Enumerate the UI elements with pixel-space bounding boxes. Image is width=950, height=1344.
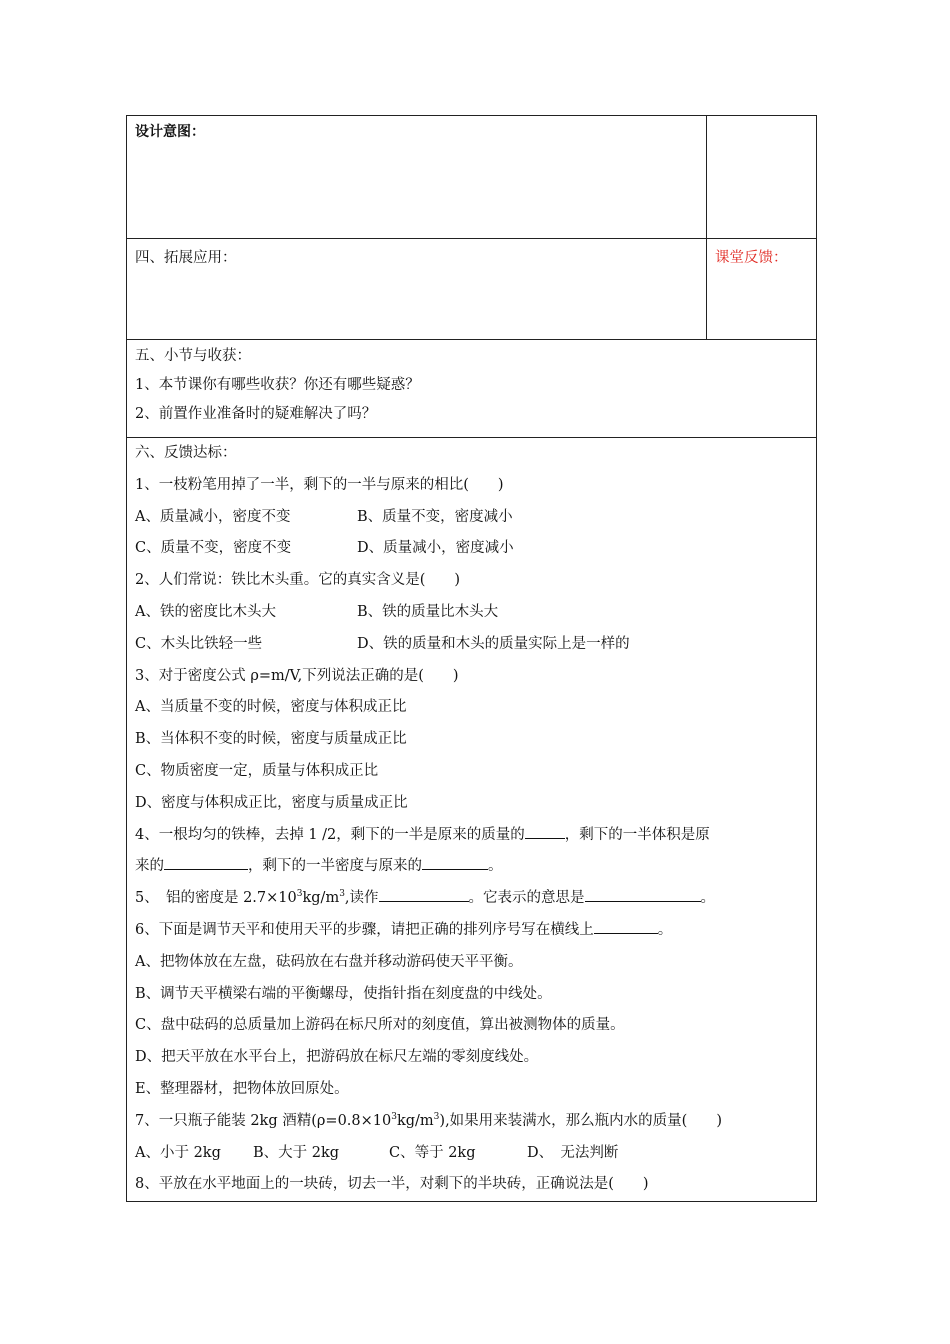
q7-sup-2: 3 <box>433 1111 440 1122</box>
q2-stem: 2、人们常说：铁比木头重。它的真实含义是( ) <box>135 572 461 589</box>
q3-option-d: D、密度与体积成正比，密度与质量成正比 <box>135 794 408 811</box>
q7-text-2: kg/m <box>396 1112 434 1129</box>
design-intent-row <box>127 116 817 239</box>
q4-text-3: 来的 <box>135 858 164 875</box>
q3-stem: 3、对于密度公式 ρ=m/V,下列说法正确的是( ) <box>135 667 459 684</box>
q8-stem: 8、平放在水平地面上的一块砖，切去一半，对剩下的半块砖，正确说法是( ) <box>135 1176 649 1193</box>
q4-text-2: ，剩下的一半体积是原 <box>564 826 710 843</box>
q3-option-a: A、当质量不变的时候，密度与体积成正比 <box>135 699 407 716</box>
q6-stem-line <box>135 915 808 947</box>
summary-title: 五、小节与收获： <box>135 348 251 364</box>
q5-sup-1: 3 <box>296 889 303 900</box>
q1-options-row1 <box>135 502 808 534</box>
q2-option-a: A、铁的密度比木头大 <box>135 603 276 620</box>
q6-stem: 6、下面是调节天平和使用天平的步骤，请把正确的排列序号写在横线上 <box>135 921 594 938</box>
q6-step-e: E、整理器材，把物体放回原处。 <box>135 1080 349 1097</box>
q6-step-a: A、把物体放在左盘，砝码放在右盘并移动游码使天平平衡。 <box>135 953 523 970</box>
summary-row <box>127 340 817 438</box>
summary-item-1: 1、本节课你有哪些收获？你还有哪些疑惑？ <box>135 377 420 393</box>
q3-option-b: B、当体积不变的时候，密度与质量成正比 <box>135 731 407 748</box>
q2-option-d: D、铁的质量和木头的质量实际上是一样的 <box>357 635 630 652</box>
q4-blank-2[interactable] <box>164 854 248 870</box>
q1-stem: 1、一枝粉笔用掉了一半，剩下的一半与原来的相比( ) <box>135 476 504 493</box>
q5-text-3: ,读作 <box>344 890 379 907</box>
q7-option-a: A、小于 2kg <box>135 1144 221 1161</box>
feedback-title: 六、反馈达标： <box>135 445 237 461</box>
q2-options-row2 <box>135 629 808 661</box>
q6-step-b: B、调节天平横梁右端的平衡螺母，使指针指在刻度盘的中线处。 <box>135 985 552 1002</box>
design-intent-cell <box>127 116 707 239</box>
feedback-row <box>127 438 817 1202</box>
expansion-title: 四、拓展应用： <box>135 250 237 266</box>
q5-sup-2: 3 <box>339 889 345 900</box>
q4-blank-3[interactable] <box>422 854 488 870</box>
q5-blank-2[interactable] <box>585 886 701 902</box>
q1-option-c: C、质量不变，密度不变 <box>135 540 292 557</box>
q6-step-c: C、盘中砝码的总质量加上游码在标尺所对的刻度值，算出被测物体的质量。 <box>135 1017 625 1034</box>
q4-text-5: 。 <box>488 858 503 875</box>
q4-text-1: 4、一根均匀的铁棒，去掉 1 /2，剩下的一半是原来的质量的 <box>135 826 525 843</box>
summary-cell <box>127 340 817 438</box>
q4-text-4: ，剩下的一半密度与原来的 <box>248 858 422 875</box>
q5-blank-1[interactable] <box>379 886 469 902</box>
q4-line1 <box>135 820 808 852</box>
q6-blank[interactable] <box>594 918 658 934</box>
q2-option-c: C、木头比铁轻一些 <box>135 635 263 652</box>
q7-option-d: D、 无法判断 <box>527 1144 619 1161</box>
q6-end: 。 <box>657 921 673 938</box>
design-intent-side-cell <box>707 116 817 239</box>
q5-line <box>135 883 808 915</box>
q4-line2 <box>135 851 808 883</box>
q7-stem-line <box>135 1106 808 1138</box>
q7-sup-1: 3 <box>391 1111 397 1122</box>
q7-option-b: B、大于 2kg <box>253 1144 340 1161</box>
q5-text-5: 。 <box>700 890 716 907</box>
q3-option-c: C、物质密度一定，质量与体积成正比 <box>135 762 379 779</box>
q1-option-d: D、质量减小，密度减小 <box>357 540 514 557</box>
q2-option-b: B、铁的质量比木头大 <box>357 603 499 620</box>
summary-item-2: 2、前置作业准备时的疑难解决了吗？ <box>135 406 377 422</box>
q7-text-1: 7、一只瓶子能装 2kg 酒精(ρ=0.8×10 <box>135 1112 392 1129</box>
q5-text-1: 5、 铝的密度是 2.7×10 <box>135 890 297 907</box>
q1-options-row2 <box>135 533 808 565</box>
q7-text-3: ),如果用来装满水，那么瓶内水的质量( ) <box>439 1112 722 1129</box>
q1-option-a: A、质量减小，密度不变 <box>135 508 291 525</box>
design-intent-label: 设计意图： <box>135 124 205 140</box>
q5-text-4: 。它表示的意思是 <box>468 890 585 907</box>
q2-options-row1 <box>135 597 808 629</box>
q5-text-2: kg/m <box>302 890 340 907</box>
classroom-feedback-label: 课堂反馈： <box>715 250 788 266</box>
q6-step-d: D、把天平放在水平台上，把游码放在标尺左端的零刻度线处。 <box>135 1049 539 1066</box>
q7-option-c: C、等于 2kg <box>389 1144 476 1161</box>
feedback-side-cell <box>707 239 817 340</box>
worksheet-table <box>126 115 817 1202</box>
q4-blank-1[interactable] <box>525 823 565 839</box>
q7-options-row <box>135 1138 808 1170</box>
q1-option-b: B、质量不变，密度减小 <box>357 508 513 525</box>
worksheet <box>126 115 816 1202</box>
feedback-cell <box>127 438 817 1202</box>
expansion-cell <box>127 239 707 340</box>
expansion-row <box>127 239 817 340</box>
